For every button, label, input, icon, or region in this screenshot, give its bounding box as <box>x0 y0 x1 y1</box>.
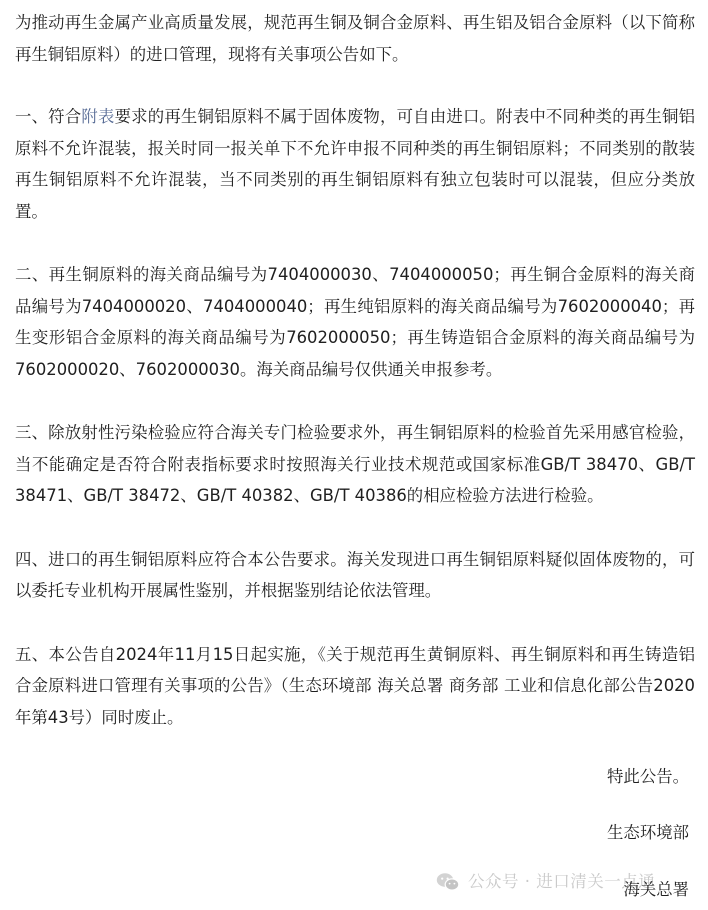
item-1-prefix: 一、符合 <box>15 107 82 126</box>
attachment-table-link[interactable]: 附表 <box>81 107 115 126</box>
item-3-paragraph: 三、除放射性污染检验应符合海关专门检验要求外，再生铜铝原料的检验首先采用感官检验，当不能确定是否符合附表指标要求时按照海关行业技术规范或国家标准GB/T 38470、GB/T 38471、GB/T 38472、GB/T 40382、GB/T 40386的相应检验方法进行检验。 <box>15 423 695 505</box>
announcement-body <box>15 7 695 765</box>
item-2-paragraph: 二、再生铜原料的海关商品编号为7404000030、7404000050；再生铜合金原料的海关商品编号为7404000020、7404000040；再生纯铝原料的海关商品编号为7602000040；再生变形铝合金原料的海关商品编号为7602000050；再生铸造铝合金原料的海关商品编号为7602000020、7602000030。海关商品编号仅供通关申报参考。 <box>15 265 695 379</box>
item-1-text: 要求的再生铜铝原料不属于固体废物，可自由进口。附表中不同种类的再生铜铝原料不允许混装，报关时同一报关单下不允许申报不同种类的再生铜铝原料；不同类别的散装再生铜铝原料不允许混装，当不同类别的再生铜铝原料有独立包装时可以混装，但应分类放置。 <box>15 107 696 221</box>
closing-text: 特此公告。 <box>607 767 689 786</box>
signature-org-2: 海关总署 <box>623 880 689 899</box>
item-5-paragraph: 五、本公告自2024年11月15日起实施，《关于规范再生黄铜原料、再生铜原料和再生铸造铝合金原料进口管理有关事项的公告》（生态环境部 海关总署 商务部 工业和信息化部公告2020年第43号）同时废止。 <box>15 644 695 727</box>
signature-org-1: 生态环境部 <box>607 823 689 842</box>
wechat-icon <box>436 872 460 892</box>
watermark <box>436 867 655 897</box>
watermark-text: 公众号 · 进口清关一点通 <box>468 872 656 892</box>
intro-paragraph: 为推动再生金属产业高质量发展，规范再生铜及铜合金原料、再生铝及铝合金原料（以下简称再生铜铝原料）的进口管理，现将有关事项公告如下。 <box>15 13 695 64</box>
item-4-paragraph: 四、进口的再生铜铝原料应符合本公告要求。海关发现进口再生铜铝原料疑似固体废物的，可以委托专业机构开展属性鉴别，并根据鉴别结论依法管理。 <box>15 549 695 600</box>
item-1-paragraph <box>15 101 695 227</box>
